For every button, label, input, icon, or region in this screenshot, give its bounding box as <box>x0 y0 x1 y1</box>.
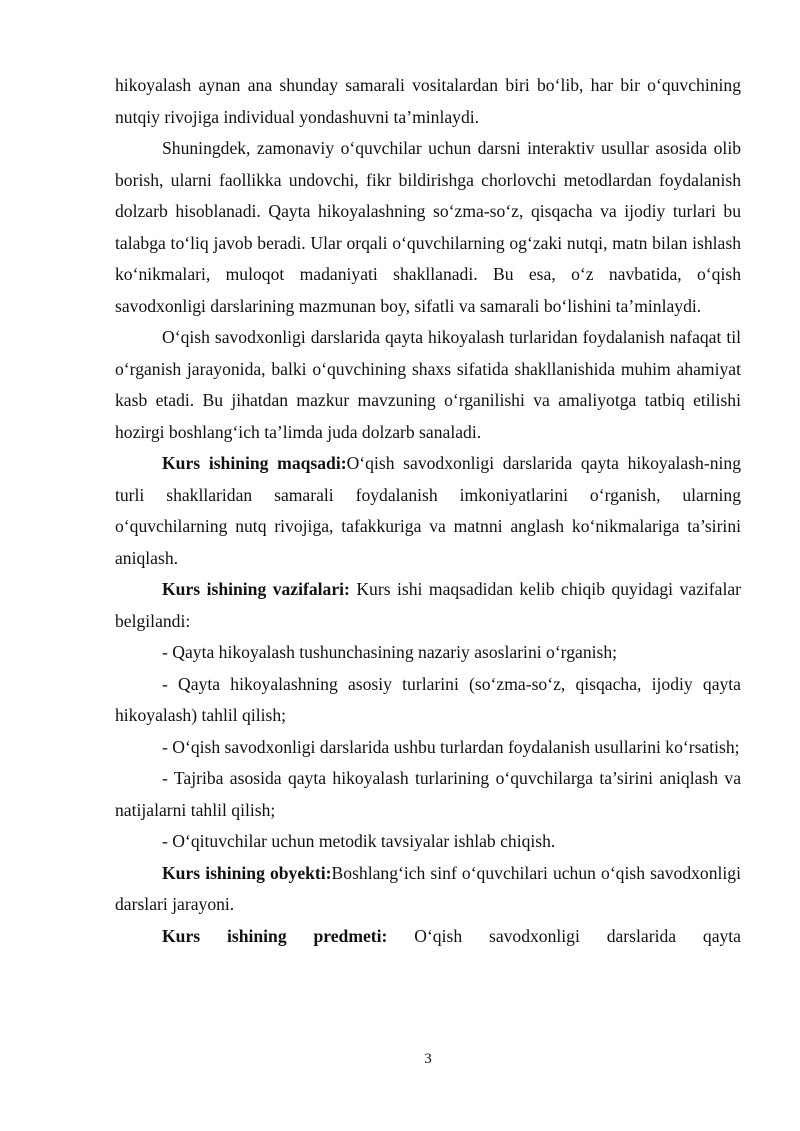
obyekt-text: Boshlang‘ich sinf o‘quvchilari uchun o‘qish savodxonligi darslari jarayoni. <box>115 862 741 914</box>
page-number: 3 <box>424 1051 432 1067</box>
paragraph-2: Shuningdek, zamonaviy o‘quvchilar uchun darsni interaktiv usullar asosida olib borish, ularni faollikka undovchi, fikr bildirishga chorlovchi metodlardan foydalanish dolzarb hisoblanadi. Qayta hikoyalashning so‘zma-so‘z, qisqacha va ijodiy turlari bu talabga to‘liq javob beradi. Ular orqali o‘quvchilarning og‘zaki nutqi, matn bilan ishlash ko‘nikmalari, muloqot madaniyati shakllanadi. Bu esa, o‘z navbatida, o‘qish savodxonligi darslarining mazmunan boy, sifatli va samarali bo‘lishini ta’minlaydi. <box>115 138 741 316</box>
vazifa-item: - Tajriba asosida qayta hikoyalash turlarining o‘quvchilarga ta’sirini aniqlash va natijalarni tahlil qilish; <box>115 768 741 820</box>
paragraph-3: O‘qish savodxonligi darslarida qayta hikoyalash turlaridan foydalanish nafaqat til o‘rganish jarayonida, balki o‘quvchining shaxs sifatida shakllanishida muhim ahamiyat kasb etadi. Bu jihatdan mazkur mavzuning o‘rganilishi va amaliyotga tatbiq etilishi hozirgi boshlang‘ich ta’limda juda dolzarb sanaladi. <box>115 327 741 442</box>
vazifa-item: - O‘qituvchilar uchun metodik tavsiyalar ishlab chiqish. <box>162 831 556 851</box>
predmet-label: Kurs ishining predmeti: <box>162 925 388 946</box>
page-body <box>115 70 741 952</box>
predmet-paragraph <box>115 921 741 953</box>
predmet-text: O‘qish savodxonligi darslarida qayta <box>387 925 741 946</box>
obyekt-label: Kurs ishining obyekti: <box>162 862 332 883</box>
obyekt-paragraph <box>115 858 741 921</box>
maqsad-text: O‘qish savodxonligi darslarida qayta hikoyalash-ning turli shakllaridan samarali foydalanish imkoniyatlarini o‘rganish, ularning o‘quvchilarning nutq rivojiga, tafakkuriga va matnni anglash ko‘nikmalariga ta’sirini aniqlash. <box>115 453 741 568</box>
vazifalar-paragraph <box>115 574 741 637</box>
maqsad-label: Kurs ishining maqsadi: <box>162 453 347 473</box>
maqsad-paragraph <box>115 448 741 574</box>
vazifalar-label: Kurs ishining vazifalari: <box>162 579 350 599</box>
paragraph-1: hikoyalash aynan ana shunday samarali vositalardan biri bo‘lib, har bir o‘quvchining nutqiy rivojiga individual yondashuvni ta’minlaydi. <box>115 75 741 127</box>
vazifalar-text: Kurs ishi maqsadidan kelib chiqib quyidagi vazifalar belgilandi: <box>115 579 741 631</box>
vazifa-item: - Qayta hikoyalash tushunchasining nazariy asoslarini o‘rganish; <box>162 642 618 662</box>
vazifa-item: - O‘qish savodxonligi darslarida ushbu turlardan foydalanish usullarini ko‘rsatish; <box>162 736 740 757</box>
vazifa-item: - Qayta hikoyalashning asosiy turlarini (so‘zma-so‘z, qisqacha, ijodiy qayta hikoyalash) tahlil qilish; <box>115 673 741 725</box>
